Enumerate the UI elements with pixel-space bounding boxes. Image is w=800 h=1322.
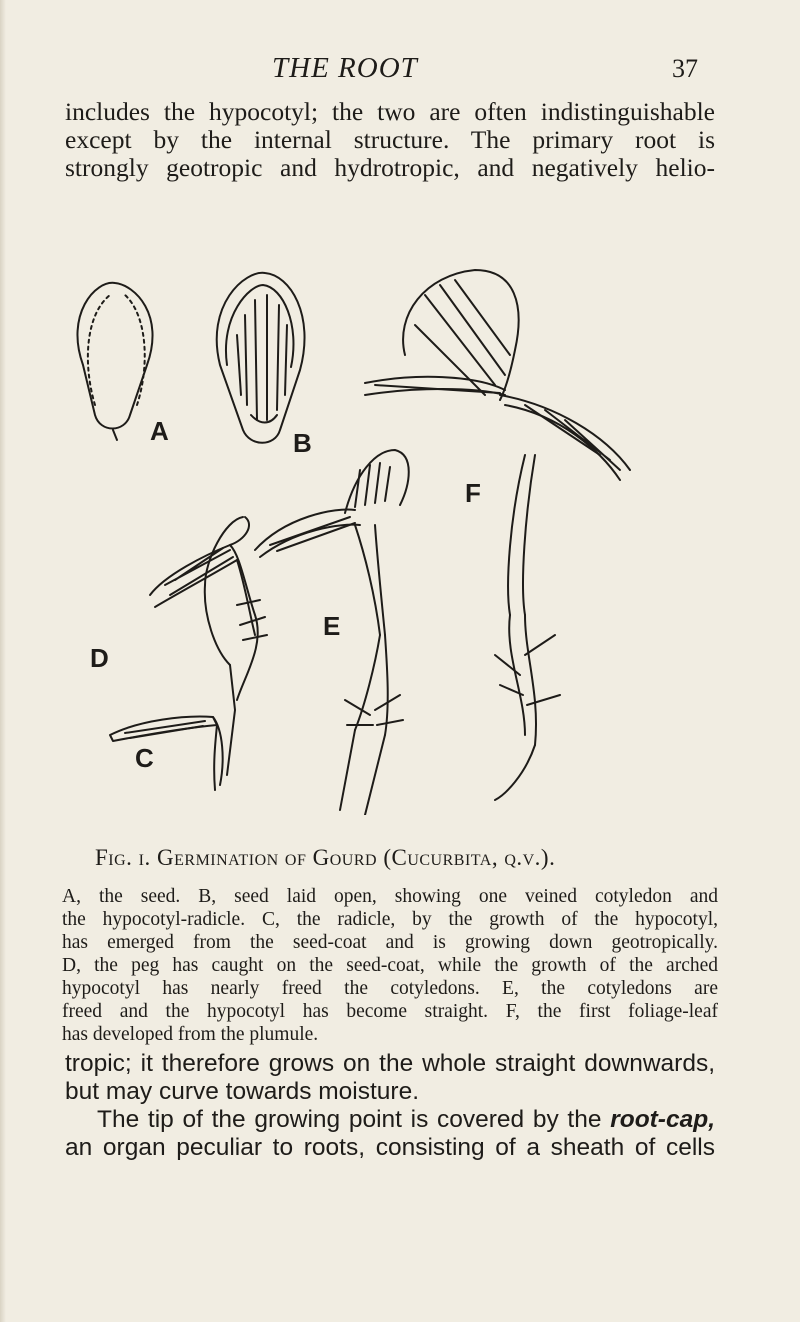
body-line: tropic; it therefore grows on the whole straight downwards, xyxy=(65,1050,715,1077)
page-header xyxy=(0,52,800,92)
term-root-cap: root-cap, xyxy=(610,1106,715,1133)
figure-label-b: B xyxy=(293,428,312,458)
seedling-f-drawing xyxy=(365,270,630,800)
intro-line: strongly geotropic and hydrotropic, and negatively helio- xyxy=(65,153,715,182)
figure-caption-body xyxy=(62,885,718,1046)
figure-caption-title xyxy=(95,845,555,871)
intro-line: except by the internal structure. The primary root is xyxy=(65,125,715,154)
body-line: an organ peculiar to roots, consisting of a sheath of cells xyxy=(65,1134,715,1161)
page-edge-shadow xyxy=(0,0,6,1322)
running-title: THE ROOT xyxy=(272,52,418,84)
caption-line: A, the seed. B, seed laid open, showing one veined cotyledon and xyxy=(62,886,718,907)
seedling-c-drawing xyxy=(110,717,223,790)
figure-label-a: A xyxy=(150,416,169,446)
figure-number: Fig. i. xyxy=(95,845,158,870)
caption-line: hypocotyl has nearly freed the cotyledons. E, the cotyledons are xyxy=(62,978,718,999)
intro-paragraph xyxy=(65,98,715,182)
caption-line: D, the peg has caught on the seed-coat, while the growth of the arched xyxy=(62,955,718,976)
germination-figure xyxy=(55,255,745,815)
body-line xyxy=(65,1106,715,1134)
figure-title: Germination of Gourd (Cucurbita, q.v.). xyxy=(157,845,556,870)
caption-line: the hypocotyl-radicle. C, the radicle, by the growth of the hypocotyl, xyxy=(62,909,718,930)
seed-a-drawing xyxy=(77,283,152,440)
seed-b-drawing xyxy=(217,273,305,443)
seedling-d-drawing xyxy=(150,517,267,775)
continuation-paragraph xyxy=(65,1050,715,1162)
figure-label-c: C xyxy=(135,743,154,773)
figure-label-d: D xyxy=(90,643,109,673)
figure-label-e: E xyxy=(323,611,341,641)
intro-line: includes the hypocotyl; the two are often indistinguishable xyxy=(65,97,715,126)
body-line: but may curve towards moisture. xyxy=(65,1078,420,1105)
page-number: 37 xyxy=(672,54,698,83)
caption-line: has emerged from the seed-coat and is growing down geotropically. xyxy=(62,932,718,953)
body-line-text: The tip of the growing point is covered by the xyxy=(97,1106,611,1133)
caption-line: freed and the hypocotyl has become straight. F, the first foliage-leaf xyxy=(62,1001,718,1022)
figure-label-f: F xyxy=(465,478,481,508)
caption-line: has developed from the plumule. xyxy=(62,1024,319,1045)
